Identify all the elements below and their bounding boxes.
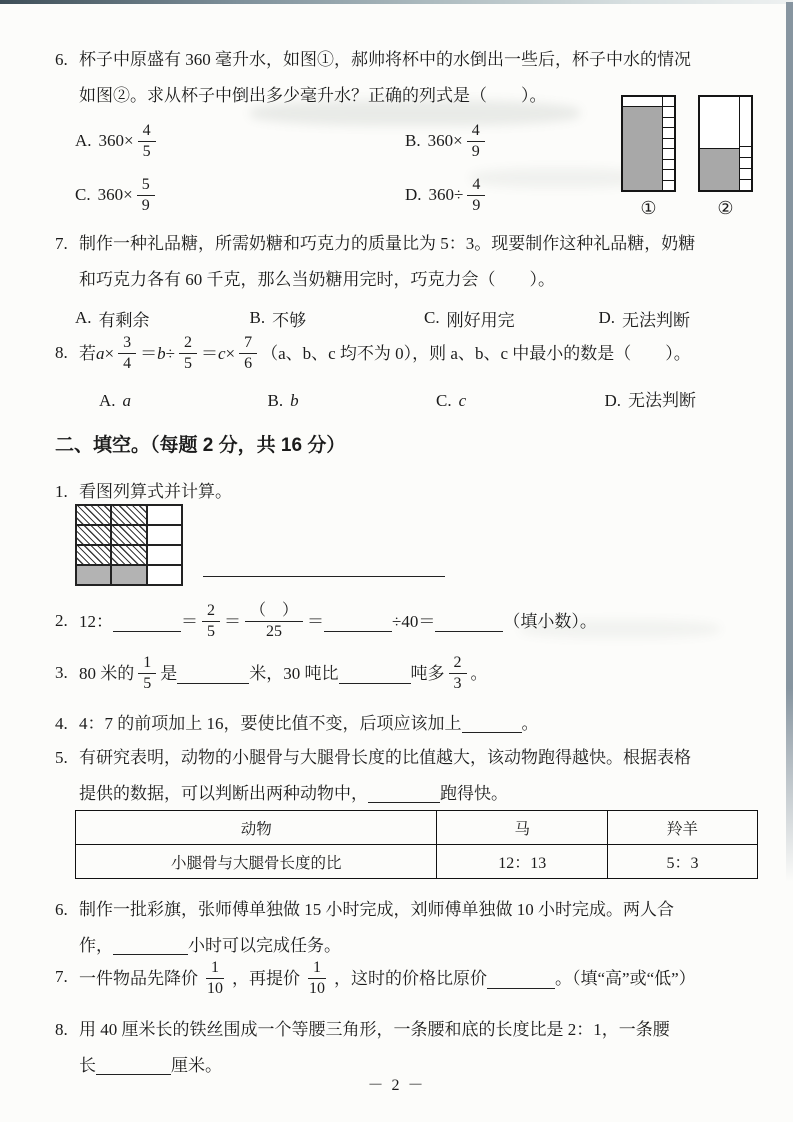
- operator: ×: [104, 343, 115, 363]
- option-label: B.: [405, 131, 421, 150]
- question-number: 1.: [55, 482, 68, 501]
- question-number: 8.: [55, 343, 68, 362]
- scale-tick: [663, 181, 674, 190]
- fraction: $\frac{1}{10}$: [207, 959, 223, 997]
- question-text-line1: 杯子中原盛有 360 毫升水，如图①，郝帅将杯中的水倒出一些后，杯子中水的情况: [79, 50, 691, 69]
- equals: ＝: [140, 343, 158, 363]
- option-label: A.: [75, 131, 92, 150]
- equation-line: [79, 326, 773, 380]
- question-line: [79, 950, 773, 1006]
- option-text: 刚好用完: [446, 310, 515, 330]
- option-c: [75, 175, 405, 214]
- grid-cell: [147, 545, 182, 565]
- equation-text: 12：: [79, 611, 113, 631]
- fraction: $\frac{4}{5}$: [138, 121, 156, 160]
- grid-cell: [76, 505, 111, 525]
- animal-ratio-table: [75, 810, 758, 879]
- fraction: $\frac{( )}{25}$: [245, 601, 303, 640]
- cup-2-scale: [740, 97, 751, 190]
- scale-tick: [663, 128, 674, 138]
- option-a: [75, 121, 405, 160]
- fraction: $\frac{7}{6}$: [239, 333, 257, 372]
- option-label: A.: [99, 390, 116, 410]
- table-data-row: [76, 845, 758, 879]
- cup-2-drawing: [698, 95, 753, 192]
- question-text: 80 米的: [79, 663, 135, 683]
- option-text: 不够: [272, 310, 307, 330]
- option-label: A.: [75, 308, 92, 327]
- scale-tick: [663, 139, 674, 149]
- cup-2-water: [700, 148, 739, 190]
- hint-text: （填小数）。: [503, 611, 597, 631]
- blank-underline: [113, 610, 181, 632]
- table-header-antelope: 羚羊: [607, 811, 757, 845]
- blank-underline: [368, 781, 440, 803]
- equals: ＝: [224, 611, 241, 631]
- hint-text: 。（填“高”或“低”）: [555, 968, 696, 988]
- variable-c: c: [217, 343, 226, 363]
- grid-cell: [111, 565, 146, 585]
- fraction: $\frac{2}{5}$: [202, 601, 220, 640]
- question-text-line2: 作， 小时可以完成任务。: [79, 928, 773, 964]
- cup-1-drawing: [621, 95, 676, 192]
- equals: ＝: [307, 611, 325, 631]
- question-number: 6.: [55, 50, 68, 69]
- option-label: C.: [75, 185, 91, 204]
- scale-tick: [663, 170, 674, 180]
- option-text: 无法判断: [622, 310, 691, 330]
- option-label: C.: [424, 308, 440, 327]
- option-label: D.: [405, 185, 422, 204]
- cup-1-scale: [663, 97, 674, 190]
- option-text: 无法判断: [628, 390, 697, 410]
- scale-tick: [663, 160, 674, 170]
- grid-cell: [111, 545, 146, 565]
- question-number: 2.: [55, 611, 68, 630]
- equation-text: （a、b、c 均不为 0），则 a、b、c 中最小的数是（ ）。: [261, 343, 691, 363]
- option-b: [405, 121, 580, 160]
- question-number: 3.: [55, 663, 68, 682]
- question-number: 7.: [55, 234, 68, 253]
- scale-blank: [740, 97, 751, 147]
- fraction: $\frac{1}{5}$: [138, 653, 156, 692]
- question-text: 一件物品先降价: [79, 968, 198, 988]
- blank-underline: [324, 610, 392, 632]
- question-text-line1: 有研究表明，动物的小腿骨与大腿骨长度的比值越大，该动物跑得越快。根据表格: [79, 748, 691, 767]
- question-text: 米，30 吨比: [249, 663, 339, 683]
- grid-cell: [76, 565, 111, 585]
- option-label: C.: [436, 390, 452, 410]
- fraction: $\frac{1}{10}$: [309, 959, 325, 997]
- fraction-grid: [75, 504, 183, 586]
- option-expression: 360×: [98, 131, 134, 150]
- scale-tick: [740, 158, 751, 169]
- cup-2-body: [700, 97, 740, 190]
- cup-1-water: [623, 106, 662, 190]
- fraction: $\frac{3}{4}$: [118, 333, 136, 372]
- option-label: D.: [598, 308, 616, 327]
- question-text-line2: 如图②。求从杯子中倒出多少毫升水？正确的列式是（ ）。: [79, 86, 547, 105]
- fraction: $\frac{2}{3}$: [449, 653, 467, 692]
- fraction: $\frac{4}{9}$: [467, 121, 485, 160]
- table-cell-horse-ratio: 12：13: [437, 845, 608, 879]
- question-text: 4：7 的前项加上 16，要使比值不变，后项应该加上: [79, 714, 462, 733]
- cup-2: [698, 95, 753, 219]
- equals: ＝: [200, 343, 218, 363]
- option-d: [405, 175, 580, 214]
- grid-cell: [147, 525, 182, 545]
- option-text: c: [458, 390, 467, 410]
- option-expression: 360×: [427, 131, 463, 150]
- scale-tick: [740, 180, 751, 190]
- question-text: 是: [160, 663, 178, 683]
- option-c: [436, 392, 605, 409]
- question-8-choice: [55, 326, 773, 420]
- scale-tick: [740, 147, 751, 158]
- fraction: $\frac{4}{9}$: [467, 175, 485, 214]
- scan-artifact-right-edge: [786, 2, 793, 882]
- question-number: 7.: [55, 967, 68, 986]
- cups-figure: [621, 95, 761, 219]
- table-cell-antelope-ratio: 5：3: [607, 845, 757, 879]
- cup-2-label: ②: [717, 198, 734, 218]
- grid-cell: [76, 545, 111, 565]
- fraction: $\frac{5}{9}$: [137, 175, 155, 214]
- equals: ＝: [181, 611, 198, 631]
- blank-underline: [177, 662, 249, 684]
- scale-tick: [663, 97, 674, 107]
- blank-underline: [462, 711, 522, 733]
- grid-cell: [147, 505, 182, 525]
- scan-artifact-top-edge: [0, 0, 793, 4]
- question-text: ，这时的价格比原价: [334, 968, 487, 988]
- page-number: － 2 －: [367, 1077, 426, 1094]
- scale-tick: [663, 149, 674, 159]
- section-2-header: 二、填空。（每题 2 分，共 16 分）: [55, 435, 346, 456]
- table-header-horse: 马: [437, 811, 608, 845]
- question-line: [79, 646, 773, 700]
- equation-text: 若: [79, 343, 96, 363]
- equation-text: ÷40＝: [392, 611, 436, 631]
- fill-question-4: [55, 706, 773, 742]
- fill-question-7: [55, 950, 773, 1006]
- options-row: [79, 380, 773, 420]
- scale-tick: [663, 118, 674, 128]
- option-text: b: [290, 390, 299, 410]
- grid-cell: [111, 505, 146, 525]
- option-expression: 360×: [97, 185, 133, 204]
- question-text: 看图列算式并计算。: [79, 482, 232, 501]
- question-text: ，再提价: [232, 968, 300, 988]
- operator: ÷: [165, 343, 175, 363]
- variable-a: a: [96, 343, 105, 363]
- question-text: 吨多: [410, 663, 445, 683]
- question-text-line2: 和巧克力各有 60 千克，那么当奶糖用完时，巧克力会（ ）。: [79, 270, 555, 289]
- option-text: 有剩余: [98, 310, 150, 330]
- table-cell-ratio-label: 小腿骨与大腿骨长度的比: [76, 845, 437, 879]
- cup-1-label: ①: [640, 198, 657, 218]
- option-text: a: [122, 390, 132, 410]
- cup-1: [621, 95, 676, 219]
- question-number: 5.: [55, 748, 68, 767]
- cup-1-body: [623, 97, 663, 190]
- grid-cell: [147, 565, 182, 585]
- scale-tick: [740, 169, 751, 180]
- operator: ×: [225, 343, 236, 363]
- option-expression: 360÷: [428, 185, 464, 204]
- question-number: 4.: [55, 714, 68, 733]
- fill-question-3: [55, 646, 773, 700]
- question-number: 6.: [55, 900, 68, 919]
- variable-b: b: [157, 343, 166, 363]
- blank-underline: [487, 967, 555, 989]
- question-text-line2: 长 厘米。: [79, 1048, 773, 1084]
- option-label: D.: [604, 390, 622, 410]
- equation-line: [79, 594, 773, 648]
- question-text-line2: 提供的数据，可以判断出两种动物中， 跑得快。: [79, 776, 773, 812]
- option-label: B.: [267, 390, 284, 410]
- question-text-line1: 制作一批彩旗，张师傅单独做 15 小时完成，刘师傅单独做 10 小时完成。两人合: [79, 900, 674, 919]
- blank-underline: [435, 610, 503, 632]
- question-text: 。: [470, 663, 488, 683]
- blank-underline: [339, 662, 411, 684]
- scale-tick: [663, 107, 674, 117]
- option-d: [605, 392, 774, 409]
- question-text-line1: 制作一种礼品糖，所需奶糖和巧克力的质量比为 5：3。现要制作这种礼品糖，奶糖: [79, 234, 696, 253]
- question-number: 8.: [55, 1020, 68, 1039]
- grid-cell: [111, 525, 146, 545]
- option-label: B.: [249, 308, 266, 327]
- option-a: [99, 392, 268, 409]
- fill-question-5: [55, 740, 773, 890]
- fill-question-1: [55, 474, 773, 602]
- question-7-choice: [55, 226, 773, 338]
- question-text-line1: 用 40 厘米长的铁丝围成一个等腰三角形，一条腰和底的长度比是 2：1，一条腰: [79, 1020, 670, 1039]
- option-b: [268, 392, 437, 409]
- fill-question-2: [55, 594, 773, 648]
- grid-cell: [76, 525, 111, 545]
- answer-line: [203, 576, 445, 577]
- question-text: 。: [521, 714, 539, 733]
- fraction: $\frac{2}{5}$: [179, 333, 197, 372]
- table-header-animal: 动物: [76, 811, 437, 845]
- table-header-row: [76, 811, 758, 845]
